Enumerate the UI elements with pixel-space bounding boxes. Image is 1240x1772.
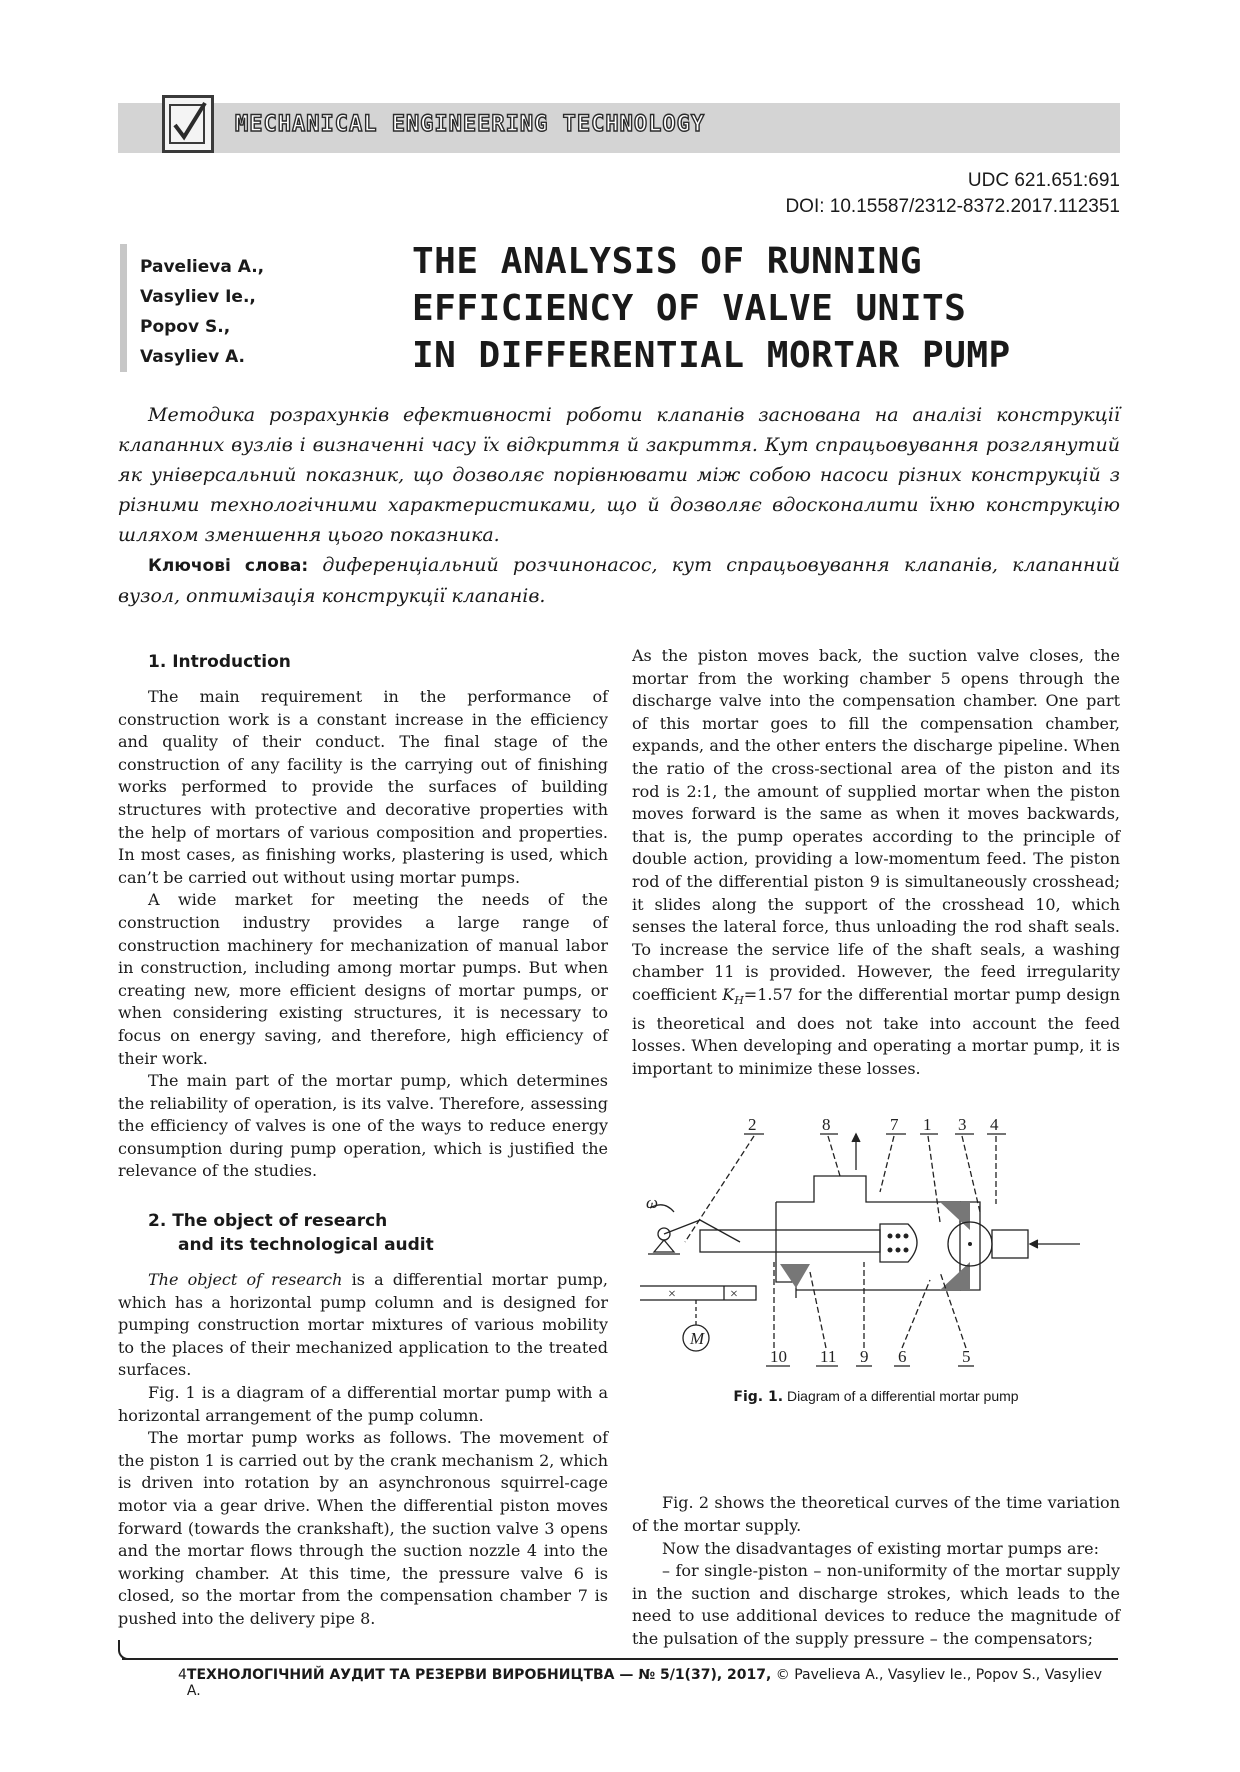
keywords-text: диференціальний розчинонасос, кут спрацьовування клапанів, клапанний вузол, оптимізація конструкції клапанів. [118, 554, 1121, 607]
paragraph: As the piston moves back, the suction valve closes, the mortar from the working chamber 5 opens through the discharge valve into the compensation chamber. One part of this mortar goes to fill the compensation chamber, expands, and the other enters the discharge pipeline. When the ratio of the cross-sectional area of the piston and its rod is 2:1, the amount of supplied mortar when the piston moves forward is the same as when it moves backwards, that is, the pump operates according to the principle of double action, providing a low-momentum feed. The piston rod of the differential piston 9 is simultaneously crosshead; it slides along the support of the crosshead 10, which senses the lateral force, thus unloading the rod shaft seals. To increase the service life of the shaft seals, a washing chamber 11 is provided. However, the feed irregularity coefficient $K_H=1.57$ for the differential mortar pump design is theoretical and does not take into account the feed losses. When developing and operating a mortar pump, it is important to minimize these losses. [632, 646, 1121, 1078]
keywords [118, 550, 1120, 611]
authors-bar [120, 244, 127, 372]
label-7: 7 [890, 1115, 899, 1134]
paragraph: – for single-piston – non-uniformity of the mortar supply in the suction and discharge strokes, which leads to the need to use additional devices to reduce the magnitude of the pulsation of the supply pressure – the compensators; [632, 1561, 1120, 1649]
title-line: EFFICIENCY OF VALVE UNITS [412, 288, 967, 329]
heading-line: 2. The object of research [148, 1211, 388, 1232]
section-heading-object [148, 1209, 608, 1257]
copyright: © Pavelieva A., Vasyliev Ie., Popov S., Vasyliev A. [186, 1667, 1103, 1699]
section-heading-introduction: 1. Introduction [148, 652, 291, 672]
label-11: 11 [820, 1347, 837, 1366]
author-list [140, 252, 264, 372]
paragraph: A wide market for meeting the needs of the construction industry provides a large range of construction machinery for mechanization of manual labor in construction, including among mortar pumps. But when creating new, more efficient designs of mortar pumps, or when considering existing structures, it is necessary to focus on energy saving, and therefore, high efficiency of their work. [118, 890, 608, 1068]
author: Vasyliev Ie., [140, 287, 256, 307]
left-column [118, 650, 608, 1631]
label-9: 9 [860, 1347, 869, 1366]
journal-name: ТЕХНОЛОГІЧНИЙ АУДИТ ТА РЕЗЕРВИ ВИРОБНИЦТВА — № 5/1(37), 2017, [186, 1667, 772, 1683]
title-line: IN DIFFERENTIAL MORTAR PUMP [412, 335, 1011, 376]
paragraph: The object of research is a differential mortar pump, which has a horizontal pump column and is designed for pumping construction mortar mixtures of various mobility to the places of their mechanized application to the treated surfaces. [118, 1270, 609, 1380]
label-10: 10 [770, 1347, 787, 1366]
paragraph: Fig. 2 shows the theoretical curves of the time variation of the mortar supply. [632, 1493, 1120, 1536]
page-number: 4 [178, 1667, 187, 1683]
keywords-label: Ключові слова: [148, 556, 309, 576]
coef-subscript: H [734, 994, 744, 1008]
paragraph: Fig. 1 is a diagram of a differential mortar pump with a horizontal arrangement of the pump column. [118, 1383, 608, 1425]
author: Vasyliev A. [140, 347, 246, 367]
svg-text:×: × [730, 1287, 738, 1302]
udc-doi-block [785, 168, 1120, 220]
doi: DOI: 10.15587/2312-8372.2017.112351 [785, 196, 1120, 217]
label-6: 6 [898, 1347, 907, 1366]
label-2: 2 [748, 1115, 757, 1134]
footer-decoration [118, 1640, 170, 1660]
figure-caption: Fig. 1. Diagram of a differential mortar pump [733, 1388, 1019, 1405]
section-title: MECHANICAL ENGINEERING TECHNOLOGY [235, 112, 706, 137]
heading-line: and its technological audit [178, 1235, 434, 1256]
paragraph: Now the disadvantages of existing mortar pumps are: [662, 1538, 1100, 1558]
author: Popov S., [140, 317, 231, 337]
title-line: THE ANALYSIS OF RUNNING [412, 241, 922, 282]
paper-title [412, 238, 1112, 379]
svg-text:M: M [690, 1329, 705, 1348]
svg-text:×: × [668, 1287, 676, 1302]
paragraph: The main requirement in the performance of construction work is a constant increase in the efficiency and quality of their conduct. The final stage of the construction of any facility is the carrying out of finishing works performed to provide the surfaces of building structures with protective and decorative properties with the help of mortars of various composition and properties. In most cases, as finishing works, plastering is used, which can’t be carried out without using mortar pumps. [118, 687, 608, 887]
label-1: 1 [923, 1115, 932, 1134]
paragraph: The mortar pump works as follows. The movement of the piston 1 is carried out by the crank mechanism 2, which is driven into rotation by an asynchronous squirrel-cage motor via a gear drive. When the differential piston moves forward (towards the crankshaft), the suction valve 3 opens and the mortar flows through the suction nozzle 4 into the working chamber. At this time, the pressure valve 6 is closed, so the mortar from the compensation chamber 7 is pushed into the delivery pipe 8. [118, 1428, 608, 1628]
coef-symbol: K [722, 984, 735, 1004]
author: Pavelieva A., [140, 257, 265, 277]
footer-rule [122, 1658, 1118, 1660]
label-5: 5 [962, 1347, 971, 1366]
page-footer [178, 1667, 1120, 1699]
omega-label: ω [646, 1193, 659, 1212]
label-8: 8 [822, 1115, 831, 1134]
udc-code: UDC 621.651:691 [967, 170, 1120, 191]
label-3: 3 [958, 1115, 967, 1134]
paragraph: The main part of the mortar pump, which determines the reliability of operation, is its valve. Therefore, assessing the efficiency of valves is one of the ways to reduce energy consumption during pump operation, which is justified the relevance of the studies. [118, 1071, 608, 1181]
label-4: 4 [990, 1115, 999, 1134]
section-banner [118, 103, 1120, 153]
pump-diagram [640, 1112, 1080, 1382]
emphasis: The object of research [148, 1270, 343, 1290]
checkmark-logo-icon [162, 95, 214, 153]
abstract [118, 400, 1120, 611]
abstract-text: Методика розрахунків ефективності роботи клапанів заснована на аналізі конструкції клапанних вузлів і визначенні часу їх відкриття й закриття. Кут спрацьовування розглянутий як універсальний показник, що дозволяє порівнювати між собою насоси різних конструкцій з різними технологічними характеристиками, що й дозволяє вдосконалити їхню конструкцію шляхом зменшення цього показника. [118, 404, 1120, 546]
